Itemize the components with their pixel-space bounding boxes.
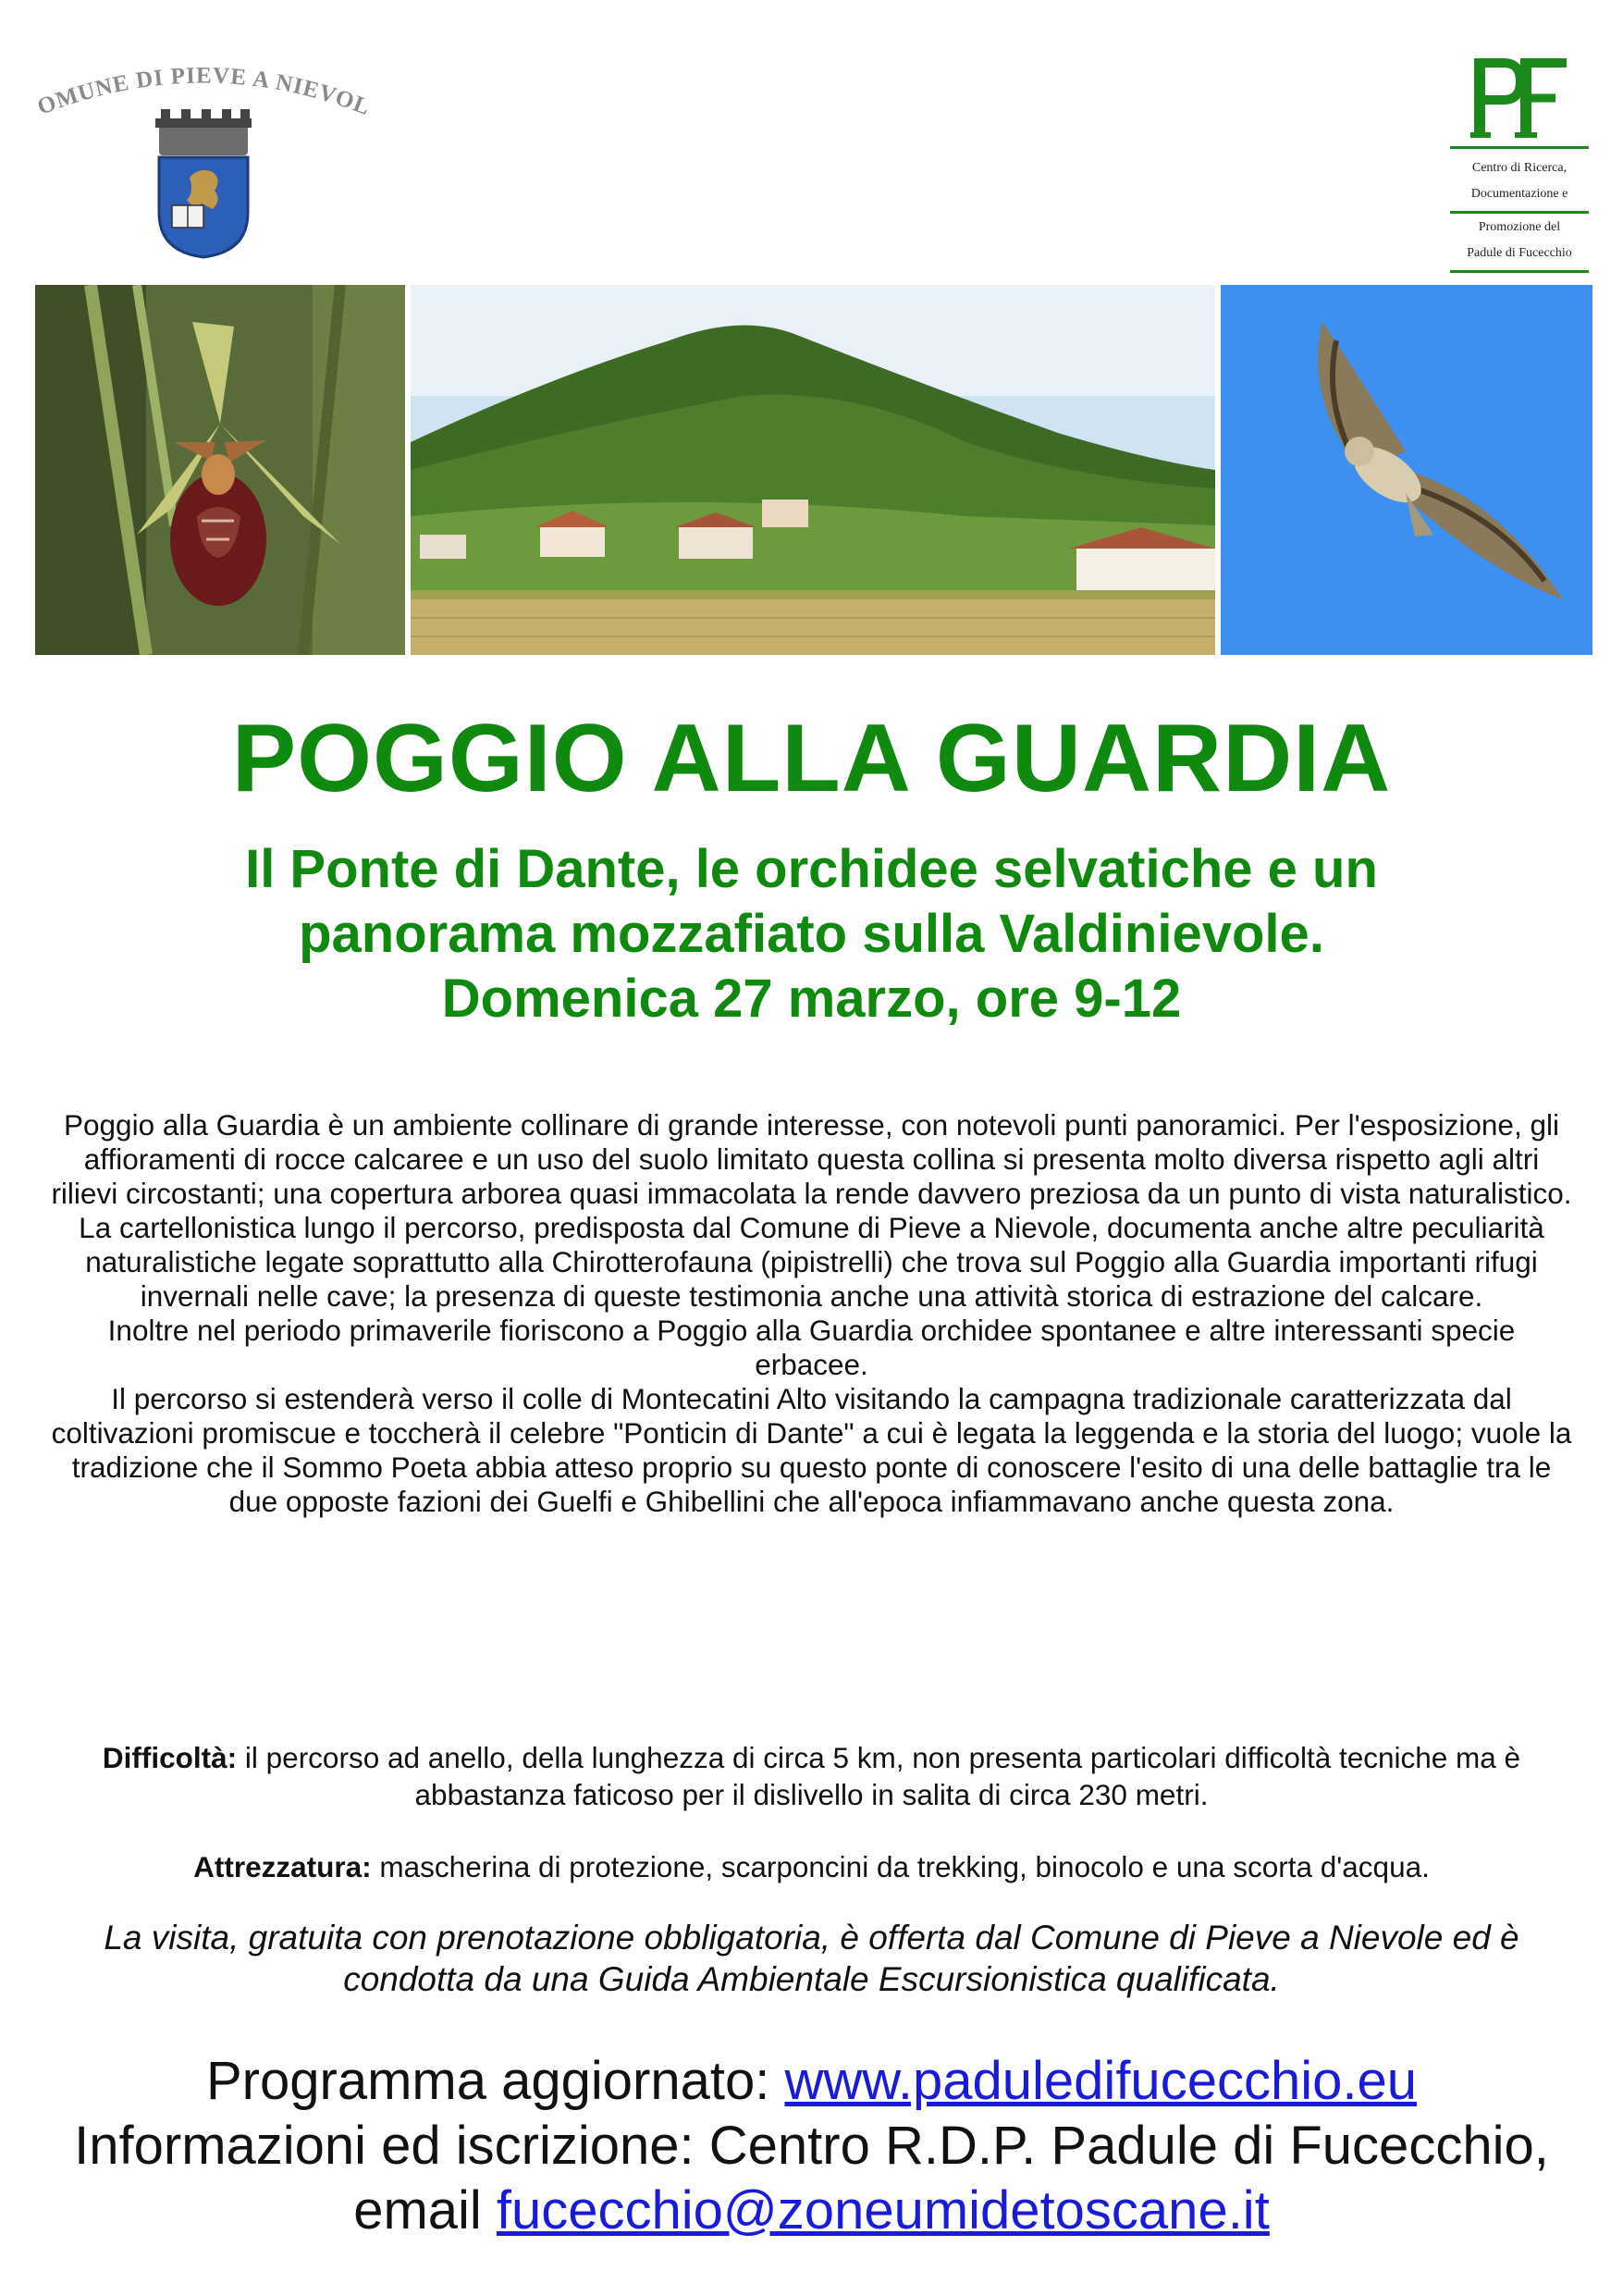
logo-line-2: Documentazione e bbox=[1470, 187, 1568, 201]
hill-landscape-icon bbox=[411, 285, 1215, 655]
logo-line-1: Centro di Ricerca, bbox=[1471, 161, 1568, 175]
subtitle-line-2: panorama mozzafiato sulla Valdinievole. bbox=[299, 904, 1324, 964]
coat-of-arms-icon bbox=[37, 57, 370, 261]
difficulty-text: il percorso ad anello, della lunghezza di circa 5 km, non presenta particolari difficoltà tecniche ma è abbastanza faticoso per il dislivello in salita di circa 230 metri. bbox=[237, 1741, 1521, 1811]
orchid-photo bbox=[35, 285, 405, 655]
research-centre-logo bbox=[1450, 57, 1589, 275]
contact-footer bbox=[37, 2049, 1586, 2243]
booking-note: La visita, gratuita con prenotazione obbligatoria, è offerta dal Comune di Pieve a Nievole ed è condotta da una Guida Ambientale Escursionistica qualificata. bbox=[104, 1919, 1519, 1998]
website-link[interactable]: www.paduledifucecchio.eu bbox=[784, 2051, 1417, 2111]
description-paragraph-3: Inoltre nel periodo primaverile fioriscono a Poggio alla Guardia orchidee spontanee e altre interessanti specie erbacee. bbox=[107, 1314, 1516, 1381]
description bbox=[51, 1108, 1572, 1519]
logo-rule bbox=[1450, 146, 1589, 149]
municipality-name: MUNE DI PIEVE A NIEVO bbox=[52, 63, 359, 116]
info-line bbox=[37, 2114, 1586, 2243]
logo-line-3: Promozione del bbox=[1478, 220, 1561, 234]
program-label: Programma aggiornato: bbox=[206, 2051, 785, 2111]
equipment-text: mascherina di protezione, scarponcini da trekking, binocolo e una scorta d'acqua. bbox=[371, 1850, 1430, 1883]
page-title: POGGIO ALLA GUARDIA bbox=[231, 705, 1392, 812]
description-paragraph-4: Il percorso si estenderà verso il colle di Montecatini Alto visitando la campagna tradizionale caratterizzata dal coltivazioni promiscue e toccherà il celebre "Ponticin di Dante" a cui è legata la leggenda e la storia del luogo; vuole la tradizione che il Sommo Poeta abbia atteso proprio su questo ponte di conoscere l'esito di una delle battaglie tra le due opposte fazioni dei Guelfi e Ghibellini che all'epoca infiammavano anche questa zona. bbox=[51, 1382, 1572, 1518]
municipality-logo bbox=[37, 57, 370, 261]
equipment-label: Attrezzatura: bbox=[193, 1850, 372, 1883]
difficulty-info bbox=[51, 1739, 1572, 1813]
subtitle-line-1: Il Ponte di Dante, le orchidee selvatiche e un bbox=[245, 839, 1378, 899]
program-line bbox=[37, 2049, 1586, 2114]
logo-rule bbox=[1450, 270, 1589, 273]
logo-line-4: Padule di Fucecchio bbox=[1467, 246, 1572, 260]
hawk-icon bbox=[1221, 285, 1592, 655]
equipment-info bbox=[51, 1848, 1572, 1885]
email-link[interactable]: fucecchio@zoneumidetoscane.it bbox=[496, 2180, 1270, 2240]
description-paragraph-2: La cartellonistica lungo il percorso, predisposta dal Comune di Pieve a Nievole, documenta anche altre peculiarità naturalistiche legate soprattutto alla Chirotterofauna (pipistrelli) che trova sul Poggio alla Guardia importanti rifugi invernali nelle cave; la presenza di queste testimonia anche una attività storica di estrazione del calcare. bbox=[79, 1211, 1544, 1313]
event-date-line: Domenica 27 marzo, ore 9-12 bbox=[441, 969, 1182, 1029]
hawk-photo bbox=[1221, 285, 1592, 655]
info-label: Informazioni ed iscrizione: Centro R.D.P. Padule di Fucecchio, email bbox=[74, 2116, 1549, 2240]
subtitle bbox=[55, 837, 1568, 1031]
pf-monogram-icon bbox=[1467, 57, 1573, 141]
difficulty-label: Difficoltà: bbox=[102, 1741, 238, 1774]
description-paragraph-1: Poggio alla Guardia è un ambiente collinare di grande interesse, con notevoli punti panoramici. Per l'esposizione, gli affioramenti di rocce calcaree e un uso del suolo limitato questa collina si presenta molto diversa rispetto agli altri rilievi circostanti; una copertura arborea quasi immacolata la rende davvero preziosa da un punto di vista naturalistico. bbox=[51, 1108, 1572, 1210]
hill-photo bbox=[411, 285, 1215, 655]
orchid-icon bbox=[35, 285, 405, 655]
logo-rule bbox=[1450, 211, 1589, 214]
